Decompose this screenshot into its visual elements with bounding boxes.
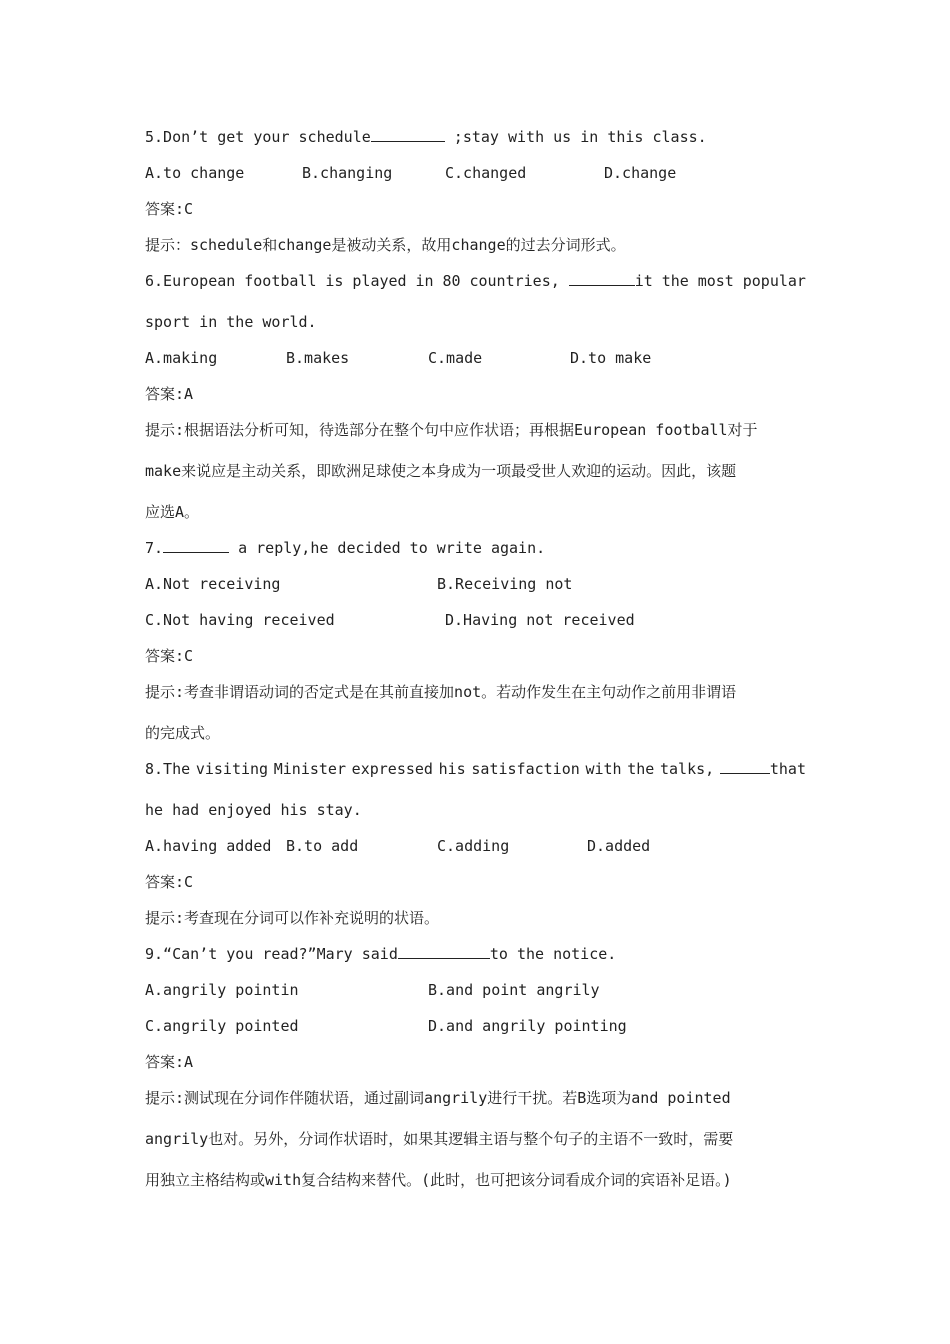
answer-blank [569,271,635,286]
word: football [244,272,317,290]
question-9-text: 9.“Can’t you read?”Mary said [145,945,398,963]
hint-line: 提示:考查现在分词可以作补充说明的状语。 [145,909,440,927]
option-b: B.changing [302,164,393,182]
hint-line: angrily也对。另外，分词作状语时，如果其逻辑主语与整个句子的主语不一致时，需要 [145,1130,734,1148]
option-d: D.to make [570,349,652,367]
word: expressed [351,760,433,778]
answer-line: 答案:C [145,200,194,218]
word: with [585,760,622,778]
hint-line: make来说应是主动关系，即欧洲足球使之本身成为一项最受世人欢迎的运动。因此，该题 [145,462,737,480]
answer-blank [163,538,229,553]
option-c: C.made [428,349,483,367]
question-5-text-end: ;stay with us in this class. [444,128,707,146]
hint-line: 提示:测试现在分词作伴随状语，通过副词angrily进行干扰。若B选项为and pointed [145,1089,731,1107]
answer-blank [398,944,490,959]
answer-line: 答案:C [145,873,194,891]
word: popular [742,272,806,290]
question-8-stem-line2: he had enjoyed his stay. [145,801,362,819]
option-d: D.change [604,164,677,182]
answer-line: 答案:C [145,647,194,665]
word: 6.European [145,272,236,290]
option-c: C.adding [437,837,510,855]
question-5-text: 5.Don’t get your schedule [145,128,371,146]
word: it [634,272,653,290]
option-b: B.Receiving not [437,575,573,593]
question-9-stem [145,944,616,964]
option-a: A.having added [145,837,272,855]
option-a: A.angrily pointin [145,981,299,999]
option-c: C.changed [445,164,527,182]
hint-line: 的完成式。 [145,724,221,742]
word: is [325,272,344,290]
question-6-stem [145,271,806,291]
word: his [438,760,466,778]
word: the [661,272,689,290]
hint-line: 提示:考查非谓语动词的否定式是在其前直接加not。若动作发生在主句动作之前用非谓语 [145,683,737,701]
word: in [415,272,434,290]
option-c: C.Not having received [145,611,335,629]
word: countries, [469,272,560,290]
option-d: D.added [587,837,651,855]
word: 8.The [145,760,191,778]
word: visiting [195,760,269,778]
answer-line: 答案:A [145,1053,194,1071]
question-number: 7. [145,539,164,557]
answer-blank [371,127,445,142]
question-8-stem [145,759,806,779]
word: Minister [273,760,346,778]
answer-blank [720,759,770,774]
option-b: B.makes [286,349,350,367]
blank-group [720,759,806,779]
hint-line: 应选A。 [145,503,200,521]
word: talks, [660,760,715,778]
question-7-text: a reply,he decided to write again. [229,539,546,557]
answer-line: 答案:A [145,385,194,403]
word: that [769,760,806,778]
option-a: A.Not receiving [145,575,281,593]
question-7-stem [145,538,545,558]
word: the [627,760,655,778]
question-9-text-end: to the notice. [489,945,617,963]
question-5-stem [145,127,707,147]
word: played [352,272,407,290]
blank-group [569,271,653,291]
option-b: B.and point angrily [428,981,600,999]
question-6-stem-line2: sport in the world. [145,313,317,331]
option-b: B.to add [286,837,359,855]
hint-line: 提示：schedule和change是被动关系，故用change的过去分词形式。 [145,236,626,254]
hint-line: 用独立主格结构或with复合结构来替代。(此时，也可把该分词看成介词的宾语补足语。) [145,1171,732,1189]
hint-line: 提示:根据语法分析可知，待选部分在整个句中应作状语；再根据European football对于 [145,421,758,439]
option-c: C.angrily pointed [145,1017,299,1035]
word: 80 [442,272,461,290]
option-a: A.to change [145,164,245,182]
option-d: D.Having not received [445,611,635,629]
option-d: D.and angrily pointing [428,1017,627,1035]
option-a: A.making [145,349,218,367]
word: most [697,272,734,290]
word: satisfaction [471,760,580,778]
